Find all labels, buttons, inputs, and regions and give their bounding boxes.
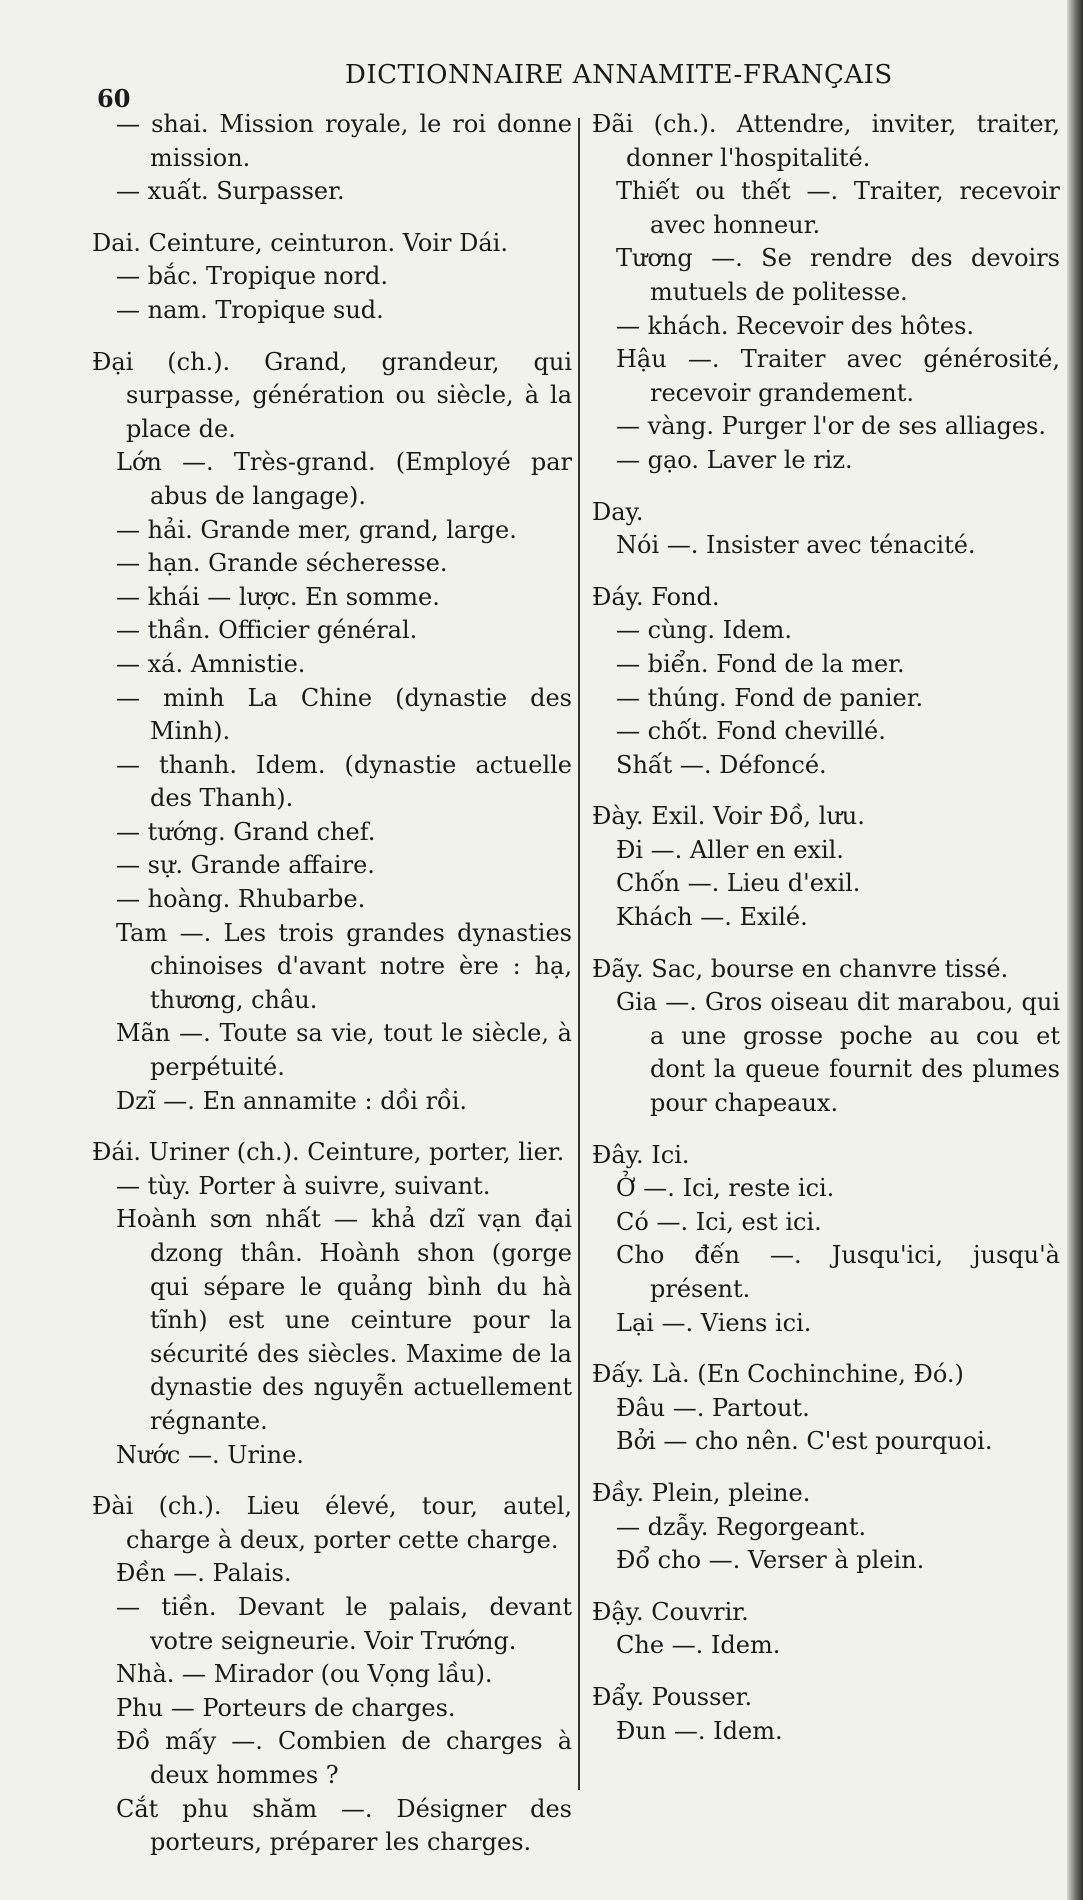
entry-subline: — hải. Grande mer, grand, large.: [116, 515, 517, 544]
entry-subline: Cho đến —. Jusqu'ici, jusqu'à présent.: [616, 1241, 1060, 1303]
entry-subline: Shất —. Défoncé.: [616, 750, 827, 779]
entry-subline: — tướng. Grand chef.: [116, 817, 376, 846]
dictionary-entry: [592, 1596, 1060, 1663]
entry-subline: Tam —. Les trois grandes dynasties chinoises d'avant notre ère : hạ, thương, châu.: [116, 918, 572, 1014]
entry-subline: Đền —. Palais.: [116, 1559, 292, 1588]
entry-subline: — tùy. Porter à suivre, suivant.: [116, 1171, 491, 1200]
entry-headword-line: Đày. Exil. Voir Đồ, lưu.: [592, 802, 865, 831]
entry-subline: — hạn. Grande sécheresse.: [116, 549, 448, 578]
entry-headword-line: Đáy. Fond.: [592, 582, 720, 611]
entry-subline: Hoành sơn nhất — khả dzĩ vạn đại dzong thân. Hoành shon (gorge qui sépare le quảng bình du hà tĩnh) est une ceinture pour la sécurité des siècles. Maxime de la dynastie des nguyễn actuellement régnante.: [116, 1205, 572, 1435]
dictionary-entry: [92, 1490, 572, 1860]
entry-subline: Phu — Porteurs de charges.: [116, 1693, 456, 1722]
entry-headword-line: Day.: [592, 497, 644, 526]
dictionary-entry: [592, 1139, 1060, 1341]
entry-subline: — khách. Recevoir des hôtes.: [616, 311, 975, 340]
column-divider: [578, 118, 580, 1790]
entry-subline: — thần. Officier général.: [116, 616, 418, 645]
entry-subline: Nước —. Urine.: [116, 1440, 304, 1469]
entry-subline: Thiết ou thết —. Traiter, recevoir avec honneur.: [616, 177, 1060, 239]
entry-subline: — xuất. Surpasser.: [116, 177, 345, 206]
entry-subline: Chốn —. Lieu d'exil.: [616, 869, 861, 898]
entry-subline: Che —. Idem.: [616, 1631, 781, 1660]
entry-subline: Gia —. Gros oiseau dit marabou, qui a une grosse poche au cou et dont la queue fournit des plumes pour chapeaux.: [616, 988, 1060, 1118]
entry-subline: — gạo. Laver le riz.: [616, 445, 853, 474]
entry-subline: Khách —. Exilé.: [616, 903, 808, 932]
entry-headword-line: Đái. Uriner (ch.). Ceinture, porter, lier.: [92, 1138, 565, 1167]
dictionary-entry: [92, 1136, 572, 1472]
dictionary-entry: [592, 800, 1060, 934]
dictionary-entry: [592, 953, 1060, 1121]
entry-subline: — tiền. Devant le palais, devant votre seigneurie. Voir Trướng.: [116, 1592, 572, 1655]
entry-headword-line: Đậy. Couvrir.: [592, 1597, 749, 1626]
entry-headword-line: Đãi (ch.). Attendre, inviter, traiter, donner l'hospitalité.: [592, 110, 1060, 172]
entry-subline: — cùng. Idem.: [616, 616, 793, 645]
entry-headword-line: Đẩy. Pousser.: [592, 1682, 753, 1711]
dictionary-entry: [592, 108, 1060, 478]
entry-headword-line: Đãy. Sac, bourse en chanvre tissé.: [592, 954, 1009, 983]
dictionary-entry: [92, 108, 572, 209]
entry-subline: Bởi — cho nên. C'est pourquoi.: [616, 1427, 993, 1456]
entry-subline: Nhà. — Mirador (ou Vọng lầu).: [116, 1660, 493, 1689]
entry-subline: — minh La Chine (dynastie des Minh).: [116, 683, 572, 746]
page-number: 60: [97, 84, 131, 113]
entry-subline: Đổ cho —. Verser à plein.: [616, 1546, 925, 1575]
entry-subline: Dzĩ —. En annamite : dồi rồi.: [116, 1086, 468, 1115]
entry-subline: — sự. Grande affaire.: [116, 851, 375, 880]
entry-headword-line: Đầy. Plein, pleine.: [592, 1478, 811, 1507]
entry-subline: — dzẫy. Regorgeant.: [616, 1512, 867, 1541]
dictionary-entry: [592, 581, 1060, 783]
left-column: [92, 108, 572, 1878]
entry-headword-line: Đấy. Là. (En Cochinchine, Đó.): [592, 1360, 964, 1389]
entry-subline: — thúng. Fond de panier.: [616, 683, 924, 712]
dictionary-entry: [592, 496, 1060, 563]
entry-subline: Đi —. Aller en exil.: [616, 835, 844, 864]
dictionary-entry: [92, 227, 572, 328]
entry-subline: — nam. Tropique sud.: [116, 295, 384, 324]
page-edge: [1067, 0, 1083, 1900]
entry-subline: Cắt phu shăm —. Désigner des porteurs, préparer les charges.: [116, 1794, 572, 1857]
entry-subline: Đồ mấy —. Combien de charges à deux hommes ?: [116, 1727, 572, 1789]
dictionary-entry: [92, 346, 572, 1119]
dictionary-entry: [592, 1358, 1060, 1459]
right-column: [592, 108, 1060, 1766]
entry-headword-line: Dai. Ceinture, ceinturon. Voir Dái.: [92, 228, 508, 257]
entry-subline: — vàng. Purger l'or de ses alliages.: [616, 412, 1046, 441]
entry-headword-line: Đại (ch.). Grand, grandeur, qui surpasse, génération ou siècle, à la place de.: [92, 347, 572, 443]
dictionary-entry: [592, 1477, 1060, 1578]
entry-subline: — hoàng. Rhubarbe.: [116, 885, 366, 914]
entry-subline: Hậu —. Traiter avec générosité, recevoir grandement.: [616, 345, 1060, 407]
entry-headword-line: Đây. Ici.: [592, 1140, 690, 1169]
dictionary-entry: [592, 1681, 1060, 1748]
entry-subline: Lại —. Viens ici.: [616, 1308, 812, 1337]
entry-subline: — khái — lược. En somme.: [116, 582, 440, 611]
entry-subline: — xá. Amnistie.: [116, 649, 306, 678]
entry-subline: — thanh. Idem. (dynastie actuelle des Thanh).: [116, 750, 572, 813]
entry-subline: Đun —. Idem.: [616, 1716, 783, 1745]
entry-subline: — chốt. Fond chevillé.: [616, 717, 886, 746]
entry-subline: Nói —. Insister avec ténacité.: [616, 531, 976, 560]
entry-subline: Tương —. Se rendre des devoirs mutuels de politesse.: [616, 244, 1060, 306]
entry-subline: Lớn —. Très-grand. (Employé par abus de langage).: [116, 448, 572, 510]
entry-subline: Mãn —. Toute sa vie, tout le siècle, à perpétuité.: [116, 1019, 572, 1082]
entry-subline: — shai. Mission royale, le roi donne mission.: [116, 110, 572, 172]
running-title: DICTIONNAIRE ANNAMITE-FRANÇAIS: [345, 60, 893, 90]
entry-subline: Đâu —. Partout.: [616, 1393, 810, 1422]
entry-subline: — bắc. Tropique nord.: [116, 262, 388, 291]
entry-subline: Ở —. Ici, reste ici.: [616, 1174, 835, 1203]
entry-subline: Có —. Ici, est ici.: [616, 1207, 822, 1236]
entry-subline: — biển. Fond de la mer.: [616, 649, 905, 678]
entry-headword-line: Đài (ch.). Lieu élevé, tour, autel, charge à deux, porter cette charge.: [92, 1492, 572, 1554]
